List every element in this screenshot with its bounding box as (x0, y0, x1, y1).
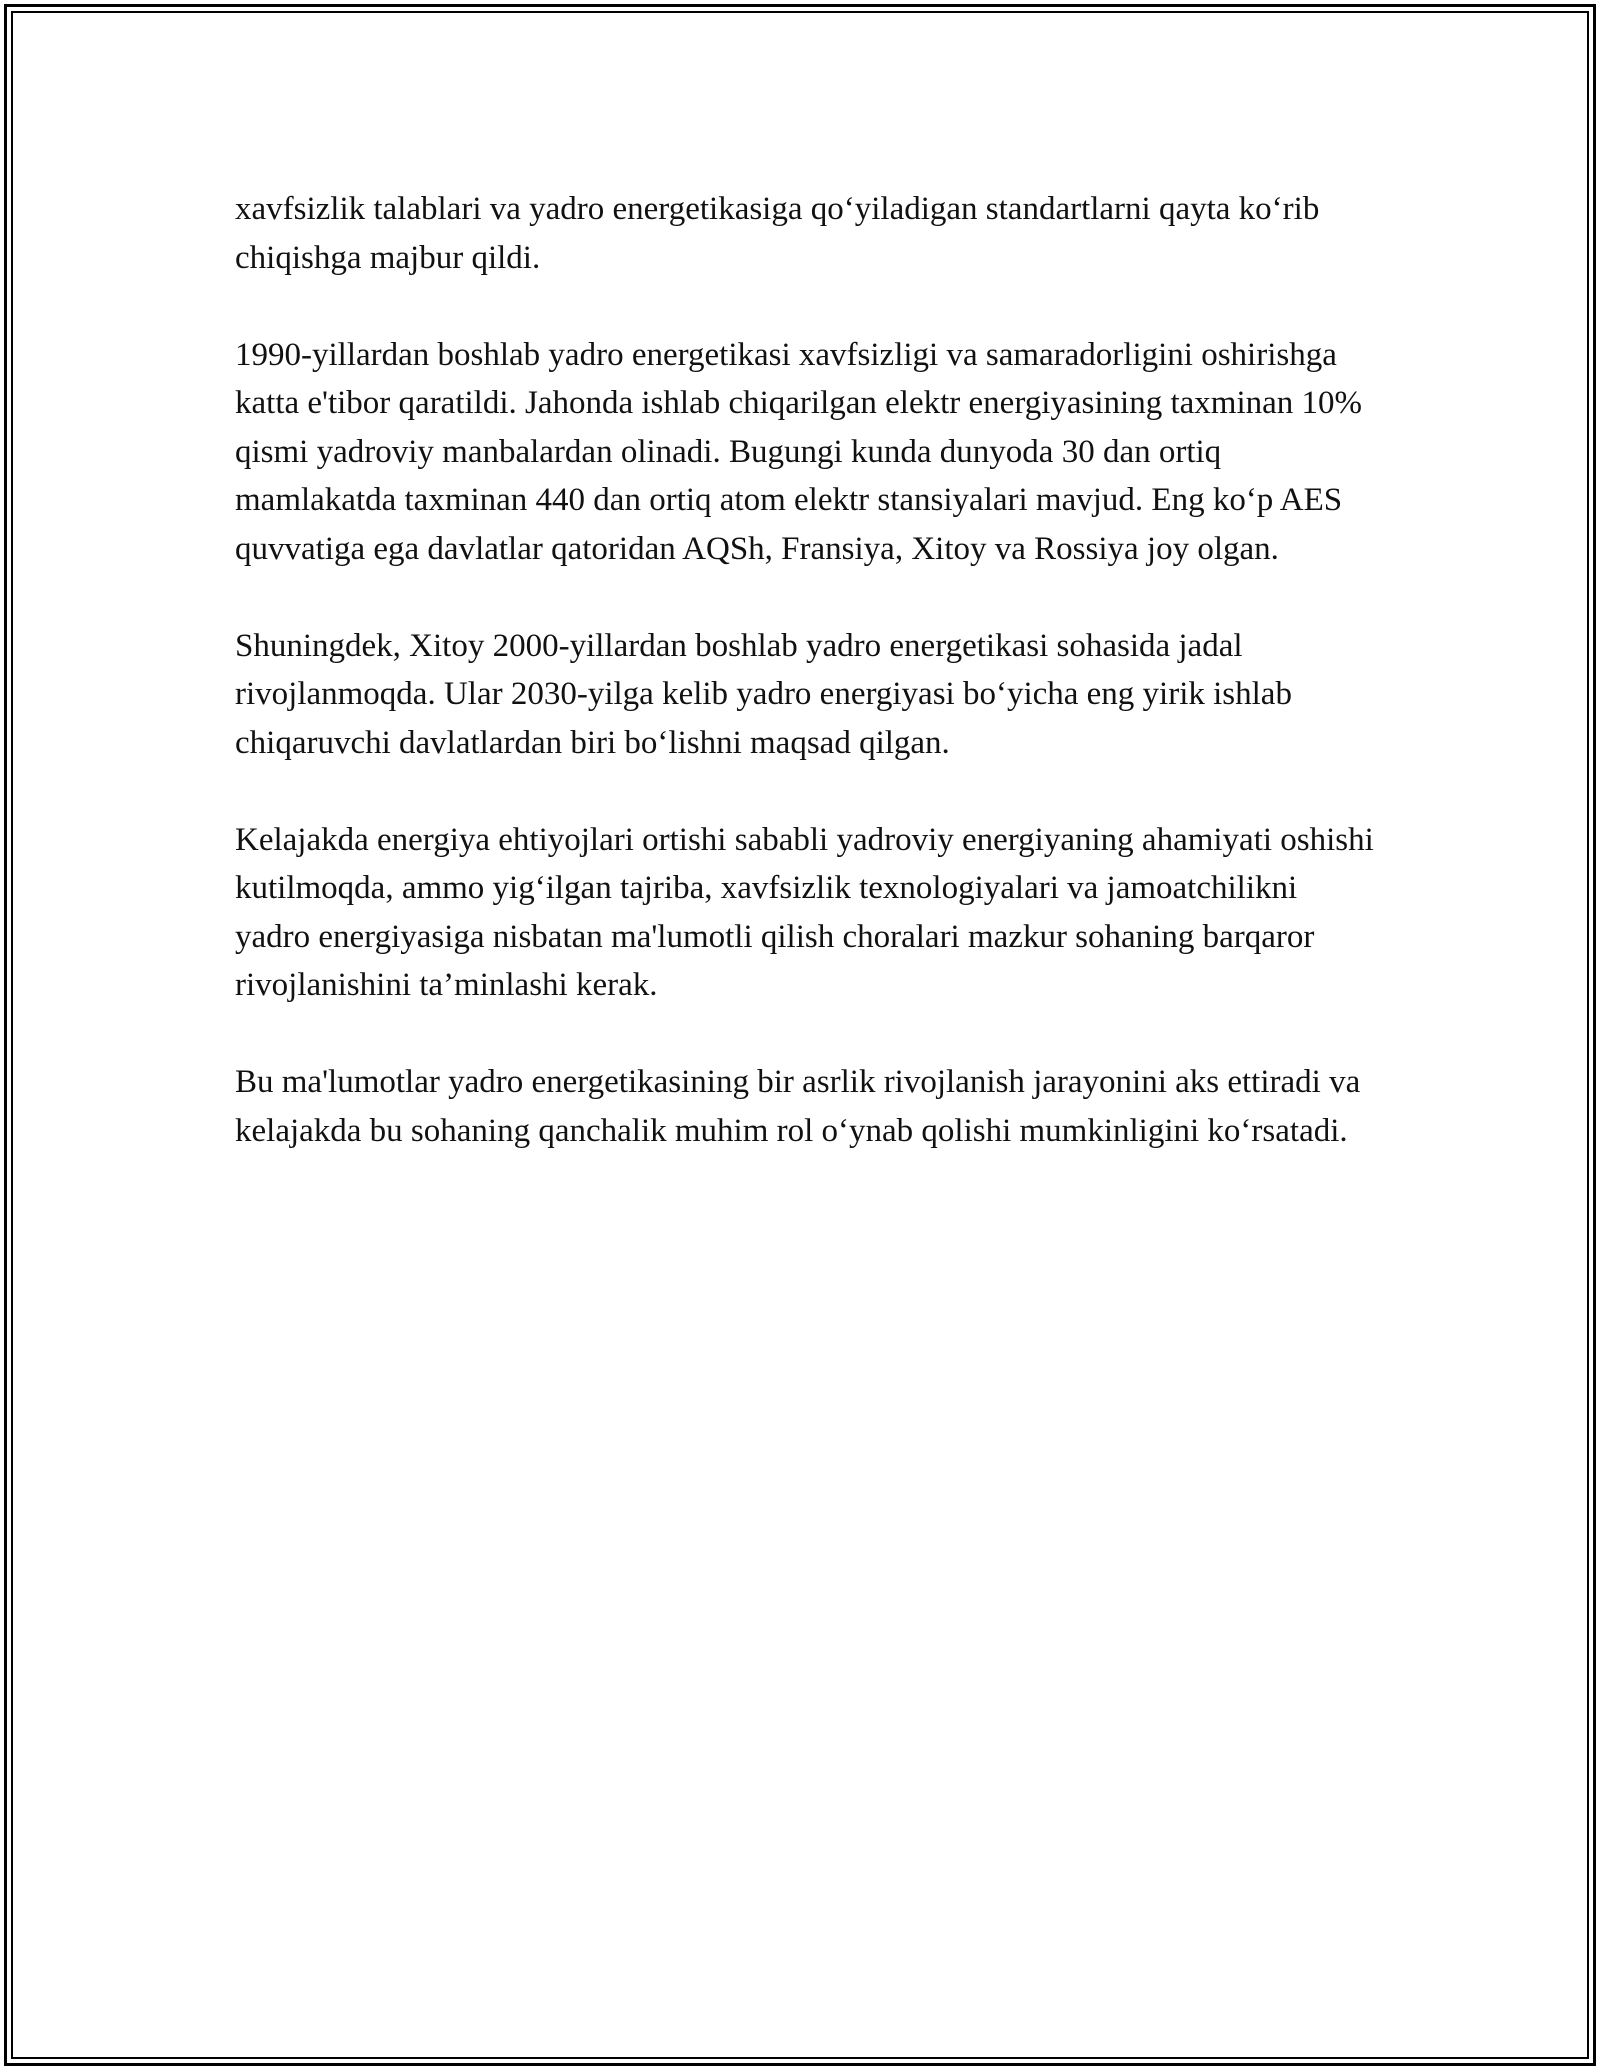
paragraph: Kelajakda energiya ehtiyojlari ortishi sababli yadroviy energiyaning ahamiyati oshishi kutilmoqda, ammo yig‘ilgan tajriba, xavfsizlik texnologiyalari va jamoatchilikni yadro energiyasiga nisbatan ma'lumotli qilish choralari mazkur sohaning barqaror rivojlanishini ta’minlashi kerak. (235, 821, 1374, 1003)
paragraph: xavfsizlik talablari va yadro energetikasiga qo‘yiladigan standartlarni qayta ko‘rib chiqishga majbur qildi. (235, 191, 1320, 276)
paragraph: 1990-yillardan boshlab yadro energetikasi xavfsizligi va samaradorligini oshirishga katta e'tibor qaratildi. Jahonda ishlab chiqarilgan elektr energiyasining taxminan 10% qismi yadroviy manbalardan olinadi. Bugungi kunda dunyoda 30 dan ortiq mamlakatda taxminan 440 dan ortiq atom elektr stansiyalari mavjud. Eng ko‘p AES quvvatiga ega davlatlar qatoridan AQSh, Fransiya, Xitoy va Rossiya joy olgan. (235, 336, 1362, 567)
document-body (235, 185, 1375, 1204)
paragraph: Bu ma'lumotlar yadro energetikasining bir asrlik rivojlanish jarayonini aks ettiradi va kelajakda bu sohaning qanchalik muhim rol o‘ynab qolishi mumkinligini ko‘rsatadi. (235, 1064, 1361, 1149)
paragraph: Shuningdek, Xitoy 2000-yillardan boshlab yadro energetikasi sohasida jadal rivojlanmoqda. Ular 2030-yilga kelib yadro energiyasi bo‘yicha eng yirik ishlab chiqaruvchi davlatlardan biri bo‘lishni maqsad qilgan. (235, 627, 1292, 761)
